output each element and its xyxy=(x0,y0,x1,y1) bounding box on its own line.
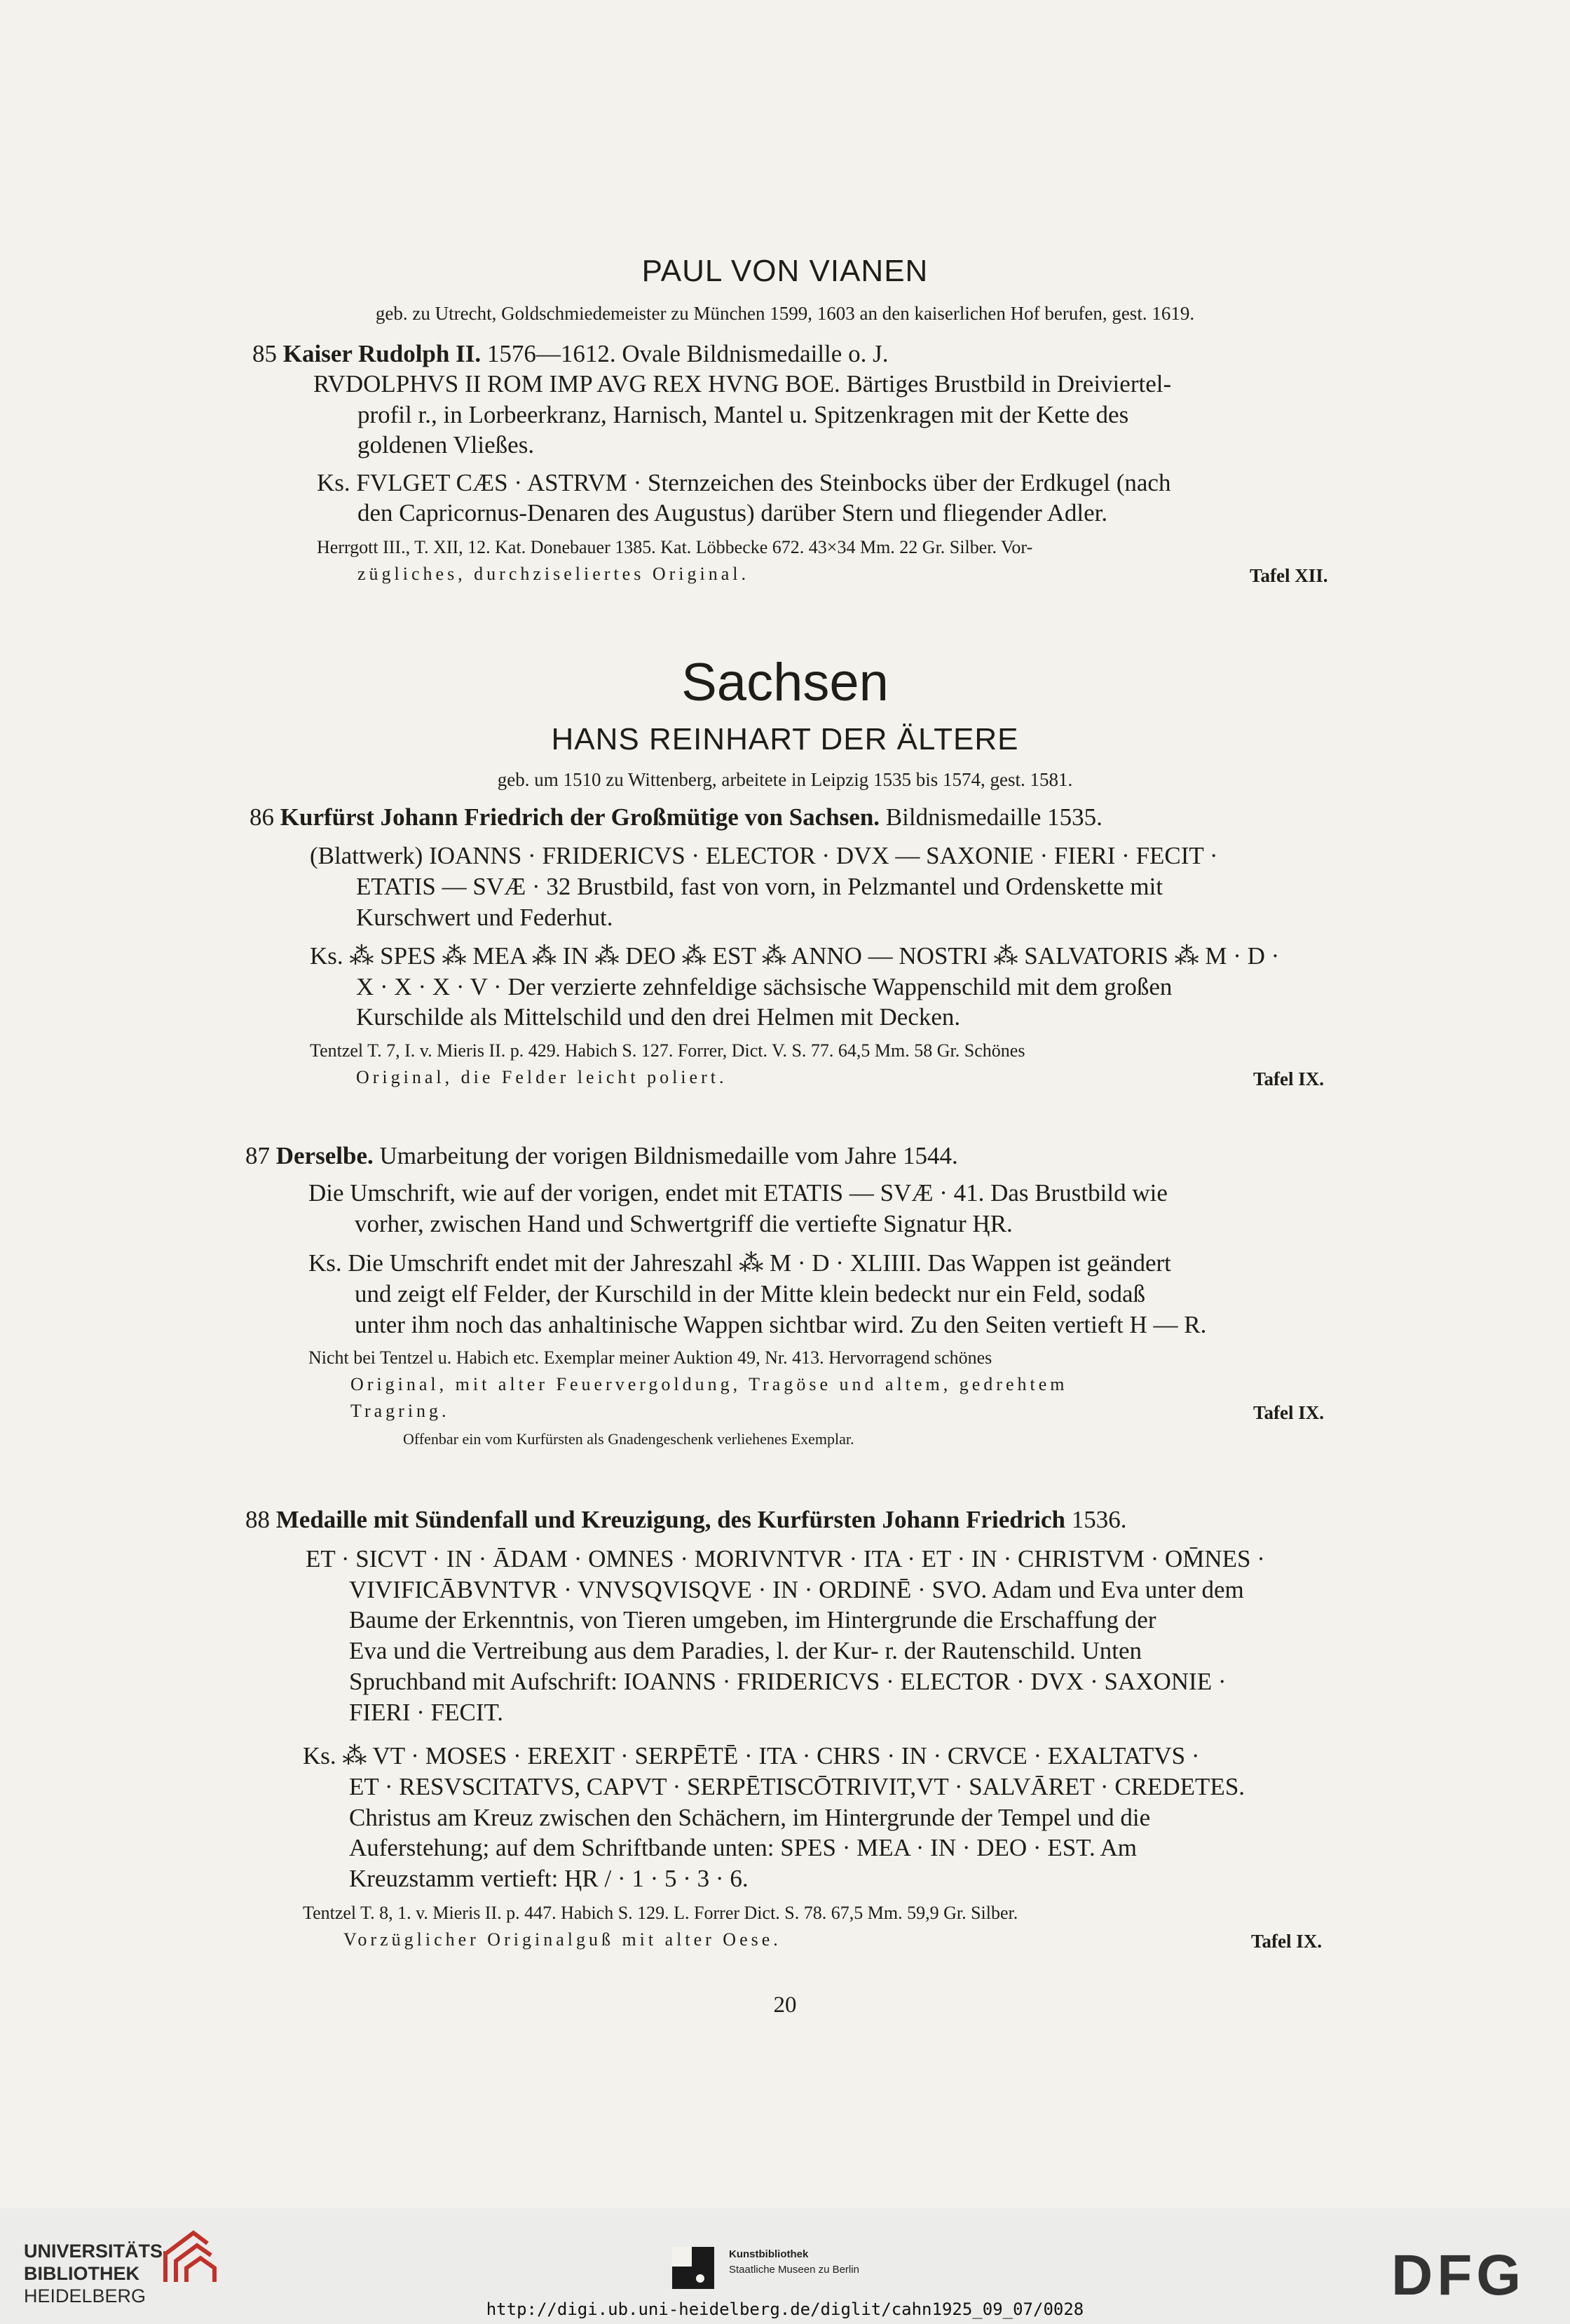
kunstbibliothek-name[interactable] xyxy=(729,2247,859,2278)
digitization-footer xyxy=(0,2208,1570,2324)
library-name-line: BIBLIOTHEK xyxy=(24,2263,139,2284)
lot-85-reverse-line: Ks. FVLGET CÆS · ASTRVM · Sternzeichen des Steinbocks über der Erdkugel (nach xyxy=(317,469,1171,496)
lot-description: 1576—1612. Ovale Bildnismedaille o. J. xyxy=(481,340,889,367)
artist-biography: geb. zu Utrecht, Goldschmiedemeister zu München 1599, 1603 an den kaiserlichen Hof berufen, gest. 1619. xyxy=(375,303,1195,324)
lot-85-obverse-line: RVDOLPHVS II ROM IMP AVG REX HVNG BOE. Bärtiges Brustbild in Dreiviertel- xyxy=(313,370,1172,397)
plate-reference: Tafel IX. xyxy=(1253,1068,1325,1089)
plate-reference: Tafel IX. xyxy=(1251,1931,1323,1952)
lot-85-obverse-line: profil r., in Lorbeerkranz, Harnisch, Mantel u. Spitzenkragen mit der Kette des xyxy=(357,401,1129,428)
lot-87-note: Offenbar ein vom Kurfürsten als Gnadengeschenk verliehenes Exemplar. xyxy=(403,1430,854,1448)
lot-85-obverse-line: goldenen Vließes. xyxy=(357,431,535,458)
artist-heading: HANS REINHART DER ÄLTERE xyxy=(551,722,1019,756)
plate-reference: Tafel IX. xyxy=(1253,1402,1325,1423)
lot-88-reverse-line: ET · RESVSCITATVS, CAPVT · SERPĒTISCŌTRIVIT,VT · SALVĀRET · CREDETES. xyxy=(349,1773,1245,1800)
lot-87-reverse-line: Ks. Die Umschrift endet mit der Jahreszahl ⁂ M · D · XLIIII. Das Wappen ist geändert xyxy=(308,1249,1171,1277)
lot-86-obverse-line: ETATIS — SVÆ · 32 Brustbild, fast von vorn, in Pelzmantel und Ordenskette mit xyxy=(356,873,1163,900)
lot-86-obverse-line: Kurschwert und Federhut. xyxy=(356,904,613,931)
lot-88-obverse-line: FIERI · FECIT. xyxy=(349,1699,504,1726)
lot-88-obverse-line: Baume der Erkenntnis, von Tieren umgeben, im Hintergrunde die Erschaffung der xyxy=(349,1606,1156,1633)
kunstbibliothek-logo-icon[interactable] xyxy=(669,2243,718,2292)
lot-87-reverse-line: und zeigt elf Felder, der Kurschild in der Mitte klein bedeckt nur ein Feld, sodaß xyxy=(355,1280,1146,1307)
kunstbibliothek-title: Kunstbibliothek xyxy=(729,2248,809,2260)
artist-heading: PAUL VON VIANEN xyxy=(641,254,929,288)
lot-86-references: Original, die Felder leicht poliert. xyxy=(356,1067,728,1087)
lot-88-reverse-line: Ks. ⁂ VT · MOSES · EREXIT · SERPĒTĒ · ITA · CHRS · IN · CRVCE · EXALTATVS · xyxy=(303,1742,1200,1769)
lot-85-references: Herrgott III., T. XII, 12. Kat. Donebauer 1385. Kat. Löbbecke 672. 43×34 Mm. 22 Gr. Silber. Vor- xyxy=(317,537,1033,557)
artist-biography: geb. um 1510 zu Wittenberg, arbeitete in Leipzig 1535 bis 1574, gest. 1581. xyxy=(497,769,1073,790)
lot-86-reverse-line: Ks. ⁂ SPES ⁂ MEA ⁂ IN ⁂ DEO ⁂ EST ⁂ ANNO — NOSTRI ⁂ SALVATORIS ⁂ M · D · xyxy=(310,942,1280,970)
lot-86-reverse-line: X · X · X · V · Der verzierte zehnfeldige sächsische Wappenschild mit dem großen xyxy=(356,973,1173,1000)
lot-number: 87 xyxy=(245,1142,270,1169)
kunstbibliothek-subtitle: Staatliche Museen zu Berlin xyxy=(729,2264,859,2276)
plate-reference: Tafel XII. xyxy=(1250,565,1328,586)
lot-description: Bildnismedaille 1535. xyxy=(880,803,1103,831)
lot-88-reverse-line: Kreuzstamm vertieft: ⱧR / · 1 · 5 · 3 · 6. xyxy=(349,1865,749,1892)
lot-description: Umarbeitung der vorigen Bildnismedaille vom Jahre 1544. xyxy=(373,1142,958,1169)
lot-number: 85 xyxy=(252,340,277,367)
lot-86-references: Tentzel T. 7, I. v. Mieris II. p. 429. Habich S. 127. Forrer, Dict. V. S. 77. 64,5 Mm. 58 Gr. Schönes xyxy=(310,1040,1025,1061)
dfg-logo[interactable]: DFG xyxy=(1391,2243,1526,2307)
lot-85-references: zügliches, durchziseliertes Original. xyxy=(357,564,749,584)
region-heading: Sachsen xyxy=(681,653,889,712)
lot-85-reverse-line: den Capricornus-Denaren des Augustus) darüber Stern und fliegender Adler. xyxy=(357,499,1108,526)
page-number: 20 xyxy=(773,1992,797,2018)
library-name-line: UNIVERSITÄTS- xyxy=(24,2241,170,2262)
lot-88-heading xyxy=(245,1507,1127,1532)
lot-number: 88 xyxy=(245,1506,270,1533)
lot-86-heading xyxy=(250,805,1103,829)
lot-88-reverse-line: Christus am Kreuz zwischen den Schächern, im Hintergrunde der Tempel und die xyxy=(349,1804,1151,1831)
lot-88-obverse-line: Eva und die Vertreibung aus dem Paradies, l. der Kur- r. der Rautenschild. Unten xyxy=(349,1637,1142,1664)
lot-87-heading xyxy=(245,1143,958,1168)
lot-title: Kaiser Rudolph II. xyxy=(282,340,482,367)
lot-87-references: Nicht bei Tentzel u. Habich etc. Exemplar meiner Auktion 49, Nr. 413. Hervorragend schönes xyxy=(308,1347,992,1368)
lot-88-references: Vorzüglicher Originalguß mit alter Oese. xyxy=(343,1929,781,1950)
library-name-line: HEIDELBERG xyxy=(24,2285,146,2306)
lot-87-references: Original, mit alter Feuervergoldung, Tragöse und altem, gedrehtem xyxy=(350,1374,1068,1394)
lot-description: 1536. xyxy=(1065,1506,1127,1533)
university-library-logo-icon[interactable] xyxy=(158,2226,228,2289)
lot-87-obverse-line: Die Umschrift, wie auf der vorigen, endet mit ETATIS — SVÆ · 41. Das Brustbild wie xyxy=(308,1179,1168,1207)
library-name[interactable] xyxy=(24,2240,169,2307)
lot-86-reverse-line: Kurschilde als Mittelschild und den drei Helmen mit Decken. xyxy=(356,1003,961,1031)
lot-87-references: Tragring. xyxy=(350,1401,450,1421)
lot-title: Medaille mit Sündenfall und Kreuzigung, des Kurfürsten Johann Friedrich xyxy=(275,1506,1066,1533)
permalink-url[interactable]: http://digi.ub.uni-heidelberg.de/diglit/cahn1925_09_07/0028 xyxy=(486,2299,1084,2319)
lot-title: Derselbe. xyxy=(275,1142,374,1169)
lot-number: 86 xyxy=(250,803,274,831)
lot-86-obverse-line: (Blattwerk) IOANNS · FRIDERICVS · ELECTOR · DVX — SAXONIE · FIERI · FECIT · xyxy=(310,842,1218,869)
lot-88-reverse-line: Auferstehung; auf dem Schriftbande unten: SPES · MEA · IN · DEO · EST. Am xyxy=(349,1834,1138,1861)
lot-88-obverse-line: ET · SICVT · IN · ĀDAM · OMNES · MORIVNTVR · ITA · ET · IN · CHRISTVM · OM̄NES · xyxy=(306,1545,1265,1572)
lot-88-references: Tentzel T. 8, 1. v. Mieris II. p. 447. Habich S. 129. L. Forrer Dict. S. 78. 67,5 Mm. 59,9 Gr. Silber. xyxy=(303,1903,1018,1923)
lot-title: Kurfürst Johann Friedrich der Großmütige von Sachsen. xyxy=(280,803,880,831)
lot-87-obverse-line: vorher, zwischen Hand und Schwertgriff die vertiefte Signatur ⱧR. xyxy=(355,1210,1013,1237)
lot-88-obverse-line: Spruchband mit Aufschrift: IOANNS · FRIDERICVS · ELECTOR · DVX · SAXONIE · xyxy=(349,1668,1227,1695)
lot-88-obverse-line: VIVIFICĀBVNTVR · VNVSQVISQVE · IN · ORDINĒ · SVO. Adam und Eva unter dem xyxy=(349,1576,1244,1603)
lot-87-reverse-line: unter ihm noch das anhaltinische Wappen sichtbar wird. Zu den Seiten vertieft H — R. xyxy=(355,1311,1207,1338)
lot-85-heading xyxy=(252,341,888,366)
